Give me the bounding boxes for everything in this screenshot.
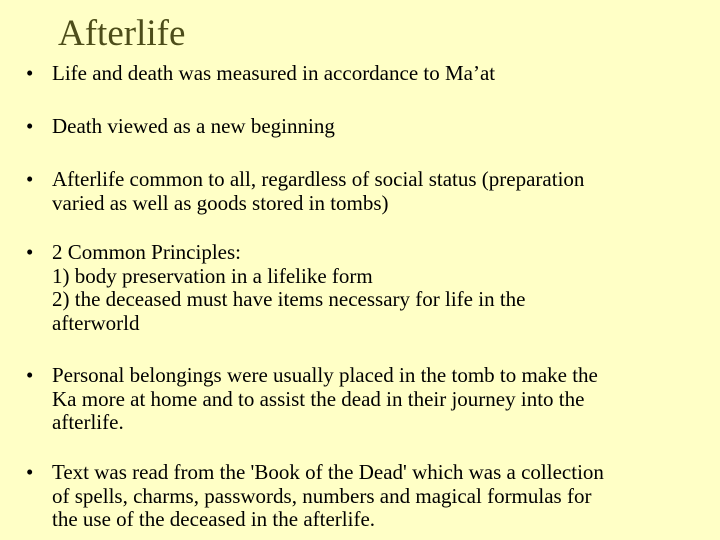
bullet-line: Life and death was measured in accordance to Ma’at — [52, 61, 496, 85]
bullet-line: 2) the deceased must have items necessary for life in the — [52, 287, 526, 311]
bullet-dot: • — [26, 61, 34, 85]
bullet-line: afterlife. — [52, 410, 124, 434]
bullet-text — [52, 62, 692, 86]
bullet-dot: • — [26, 363, 34, 387]
bullet-text — [52, 115, 692, 139]
bullet-dot: • — [26, 240, 34, 264]
bullet-line: Personal belongings were usually placed in the tomb to make the — [52, 363, 598, 387]
bullet-text — [52, 168, 692, 215]
bullet-dot: • — [26, 167, 34, 191]
bullet-line: Afterlife common to all, regardless of social status (preparation — [52, 167, 585, 191]
bullet-line: Ka more at home and to assist the dead in their journey into the — [52, 386, 585, 411]
bullet-line: Death viewed as a new beginning — [52, 114, 335, 138]
bullet-text — [52, 461, 692, 532]
bullet-text — [52, 241, 692, 335]
bullet-line: 1) body preservation in a lifelike form — [52, 263, 373, 288]
bullet-line: of spells, charms, passwords, numbers and magical formulas for — [52, 483, 592, 508]
bullet-text — [52, 364, 692, 435]
bullet-line: afterworld — [52, 310, 140, 335]
bullet-dot: • — [26, 114, 34, 138]
bullet-line: varied as well as goods stored in tombs) — [52, 190, 389, 215]
bullet-line: 2 Common Principles: — [52, 240, 241, 264]
bullet-line: the use of the deceased in the afterlife. — [52, 507, 376, 531]
bullet-line: Text was read from the 'Book of the Dead' which was a collection — [52, 460, 604, 484]
slide-title: Afterlife — [58, 13, 186, 54]
bullet-dot: • — [26, 460, 34, 484]
